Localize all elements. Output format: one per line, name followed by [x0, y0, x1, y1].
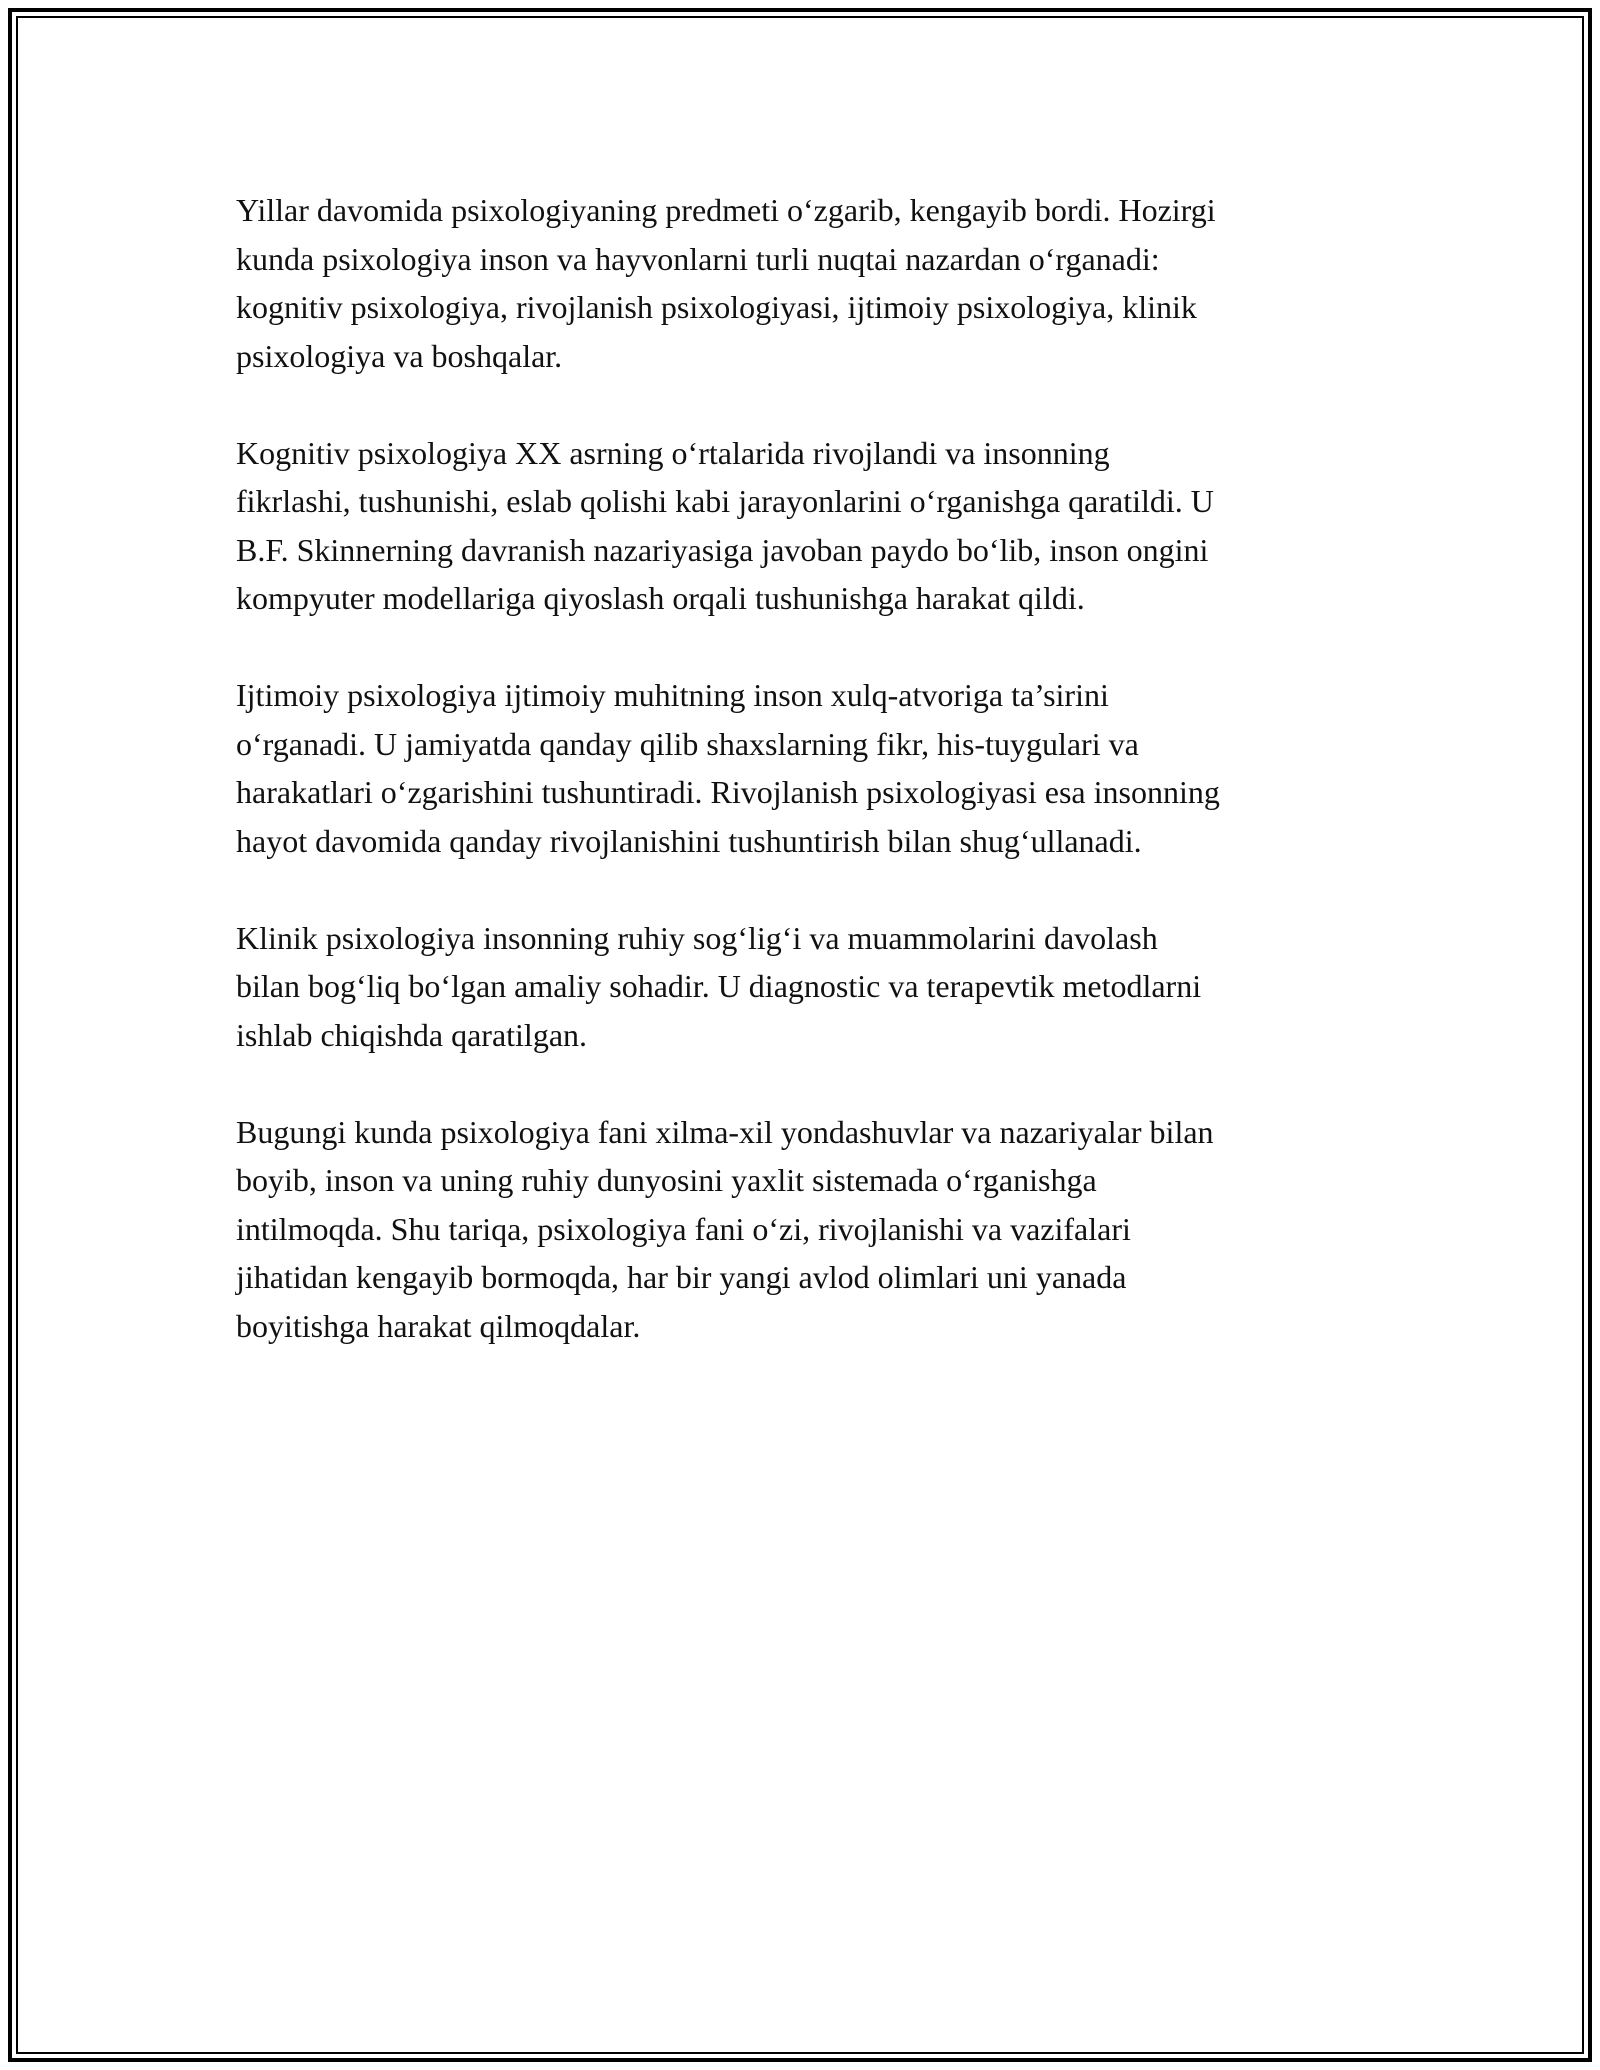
text-line: Klinik psixologiya insonning ruhiy sog‘lig‘i va muammolarini davolash [236, 919, 1158, 956]
document-body [236, 186, 1366, 1399]
text-line: kompyuter modellariga qiyoslash orqali tushunishga harakat qildi. [236, 580, 1085, 616]
text-line: jihatidan kengayib bormoqda, har bir yangi avlod olimlari uni yanada [236, 1259, 1127, 1295]
text-line: B.F. Skinnerning davranish nazariyasiga javoban paydo bo‘lib, inson ongini [236, 531, 1209, 568]
text-line: ishlab chiqishda qaratilgan. [236, 1016, 588, 1053]
paragraph [236, 914, 1366, 1060]
text-line: harakatlari o‘zgarishini tushuntiradi. Rivojlanish psixologiyasi esa insonning [236, 774, 1220, 810]
text-line: boyitishga harakat qilmoqdalar. [236, 1307, 641, 1344]
text-line: intilmoqda. Shu tariqa, psixologiya fani o‘zi, rivojlanishi va vazifalari [236, 1210, 1131, 1247]
text-line: bilan bog‘liq bo‘lgan amaliy sohadir. U diagnostic va terapevtik metodlarni [236, 968, 1202, 1004]
text-line: Bugungi kunda psixologiya fani xilma-xil yondashuvlar va nazariyalar bilan [236, 1113, 1214, 1150]
text-line: Kognitiv psixologiya XX asrning o‘rtalarida rivojlandi va insonning [236, 434, 1110, 471]
text-line: psixologiya va boshqalar. [236, 337, 563, 374]
text-line: Yillar davomida psixologiyaning predmeti o‘zgarib, kengayib bordi. Hozirgi [236, 192, 1216, 228]
text-line: o‘rganadi. U jamiyatda qanday qilib shaxslarning fikr, his-tuygulari va [236, 725, 1139, 762]
paragraph [236, 671, 1366, 865]
paragraph [236, 186, 1366, 380]
text-line: hayot davomida qanday rivojlanishini tushuntirish bilan shug‘ullanadi. [236, 822, 1142, 859]
paragraph [236, 1108, 1366, 1351]
text-line: boyib, inson va uning ruhiy dunyosini yaxlit sistemada o‘rganishga [236, 1162, 1097, 1198]
text-line: kognitiv psixologiya, rivojlanish psixologiyasi, ijtimoiy psixologiya, klinik [236, 289, 1197, 325]
text-line: kunda psixologiya inson va hayvonlarni turli nuqtai nazardan o‘rganadi: [236, 240, 1160, 277]
paragraph [236, 429, 1366, 623]
text-line: fikrlashi, tushunishi, eslab qolishi kabi jarayonlarini o‘rganishga qaratildi. U [236, 483, 1214, 519]
text-line: Ijtimoiy psixologiya ijtimoiy muhitning inson xulq-atvoriga ta’sirini [236, 677, 1109, 713]
